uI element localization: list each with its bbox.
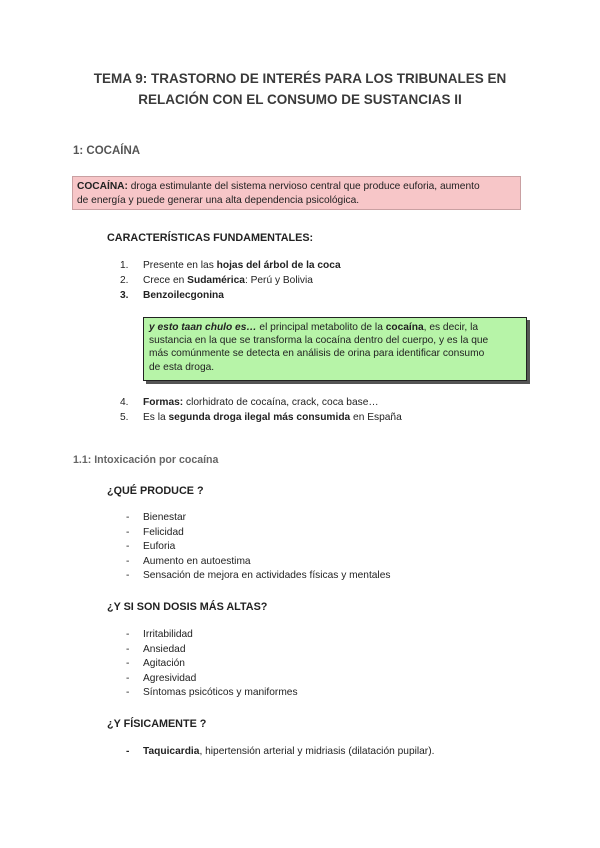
list-item: - Sensación de mejora en actividades físicas y mentales xyxy=(126,570,391,582)
section-heading-intoxicacion: 1.1: Intoxicación por cocaína xyxy=(73,454,219,466)
definition-text-2: de energía y puede generar una alta dependencia psicológica. xyxy=(77,194,360,206)
title-line-1: TEMA 9: TRASTORNO DE INTERÉS PARA LOS TRIBUNALES EN xyxy=(93,71,507,86)
metabolite-callout-box: y esto taan chulo es… el principal metabolito de la cocaína, es decir, la sustancia en la que se transforma la cocaína dentro del cuerpo, y es la que más comúnmente se detecta en análisis de orina para identificar consumo de esta droga. xyxy=(143,317,527,381)
list-item: - Agitación xyxy=(126,658,185,670)
list-item: - Ansiedad xyxy=(126,643,186,655)
section-heading-cocaina: 1: COCAÍNA xyxy=(73,145,141,157)
list-item: 5. Es la segunda droga ilegal más consumida en España xyxy=(120,412,402,423)
question-dosis-altas: ¿Y SI SON DOSIS MÁS ALTAS? xyxy=(107,601,268,613)
characteristics-list-bottom xyxy=(120,395,402,425)
question-fisicamente: ¿Y FÍSICAMENTE ? xyxy=(107,718,207,730)
physical-list xyxy=(126,745,434,760)
definition-box xyxy=(72,176,521,210)
list-item: 1. Presente en las hojas del árbol de la coca xyxy=(120,260,341,271)
list-item: - Taquicardia, hipertensión arterial y midriasis (dilatación pupilar). xyxy=(126,746,435,757)
callout-emphasis: y esto taan chulo es… xyxy=(149,322,257,333)
title-line-2: RELACIÓN CON EL CONSUMO DE SUSTANCIAS II xyxy=(138,92,462,107)
question-que-produce: ¿QUÉ PRODUCE ? xyxy=(107,485,204,497)
definition-text-1: droga estimulante del sistema nervioso central que produce euforia, aumento xyxy=(127,181,480,192)
list-item: - Aumento en autoestima xyxy=(126,555,251,567)
list-item: - Bienestar xyxy=(126,512,187,523)
list-item: - Agresividad xyxy=(126,672,197,684)
high-dose-list xyxy=(126,628,298,701)
list-item: 2. Crece en Sudamérica: Perú y Bolivia xyxy=(120,275,313,286)
characteristics-list-top xyxy=(120,258,341,303)
effects-list xyxy=(126,511,390,584)
list-item: - Síntomas psicóticos y maniformes xyxy=(126,687,298,699)
list-item: - Felicidad xyxy=(126,526,184,538)
list-item: 4. Formas: clorhidrato de cocaína, crack, coca base… xyxy=(120,397,379,408)
document-title xyxy=(60,68,540,110)
definition-term: COCAÍNA: xyxy=(77,181,128,192)
list-item: 3. Benzoilecgonina xyxy=(120,290,224,301)
list-item: - Euforia xyxy=(126,541,176,553)
list-item: - Irritabilidad xyxy=(126,629,193,640)
characteristics-heading: CARACTERÍSTICAS FUNDAMENTALES: xyxy=(107,232,314,244)
